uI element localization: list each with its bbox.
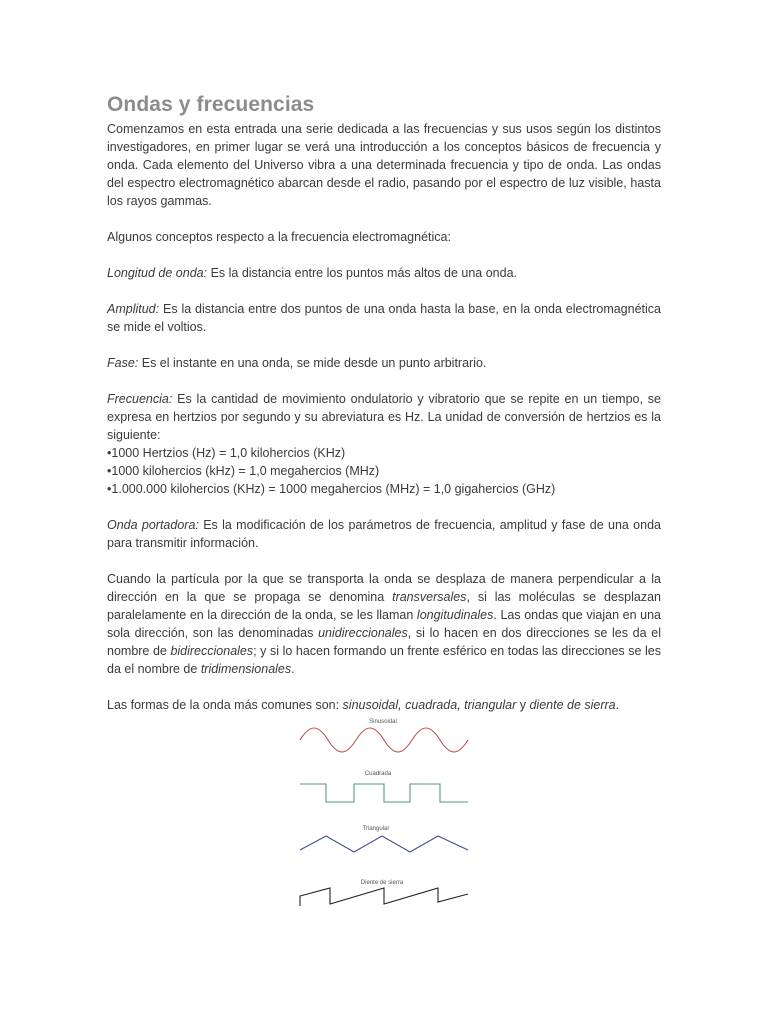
text-run: Las formas de la onda más comunes son:	[107, 698, 343, 712]
label-sinusoidal: Sinusoidal	[369, 719, 397, 725]
particula-paragraph	[107, 570, 661, 678]
waveform-figure	[296, 710, 476, 915]
conversion-list	[107, 444, 661, 498]
label-triangular: Triangular	[362, 826, 390, 832]
term-longitudinales: longitudinales	[416, 608, 494, 622]
term-transversales: transversales	[392, 590, 467, 604]
text-run: Cuando la partícula por la que se transporta la onda se desplaza de manera perpendicular a la dirección en la que se propaga se denomina	[107, 572, 661, 604]
list-item: • 1000 kilohercios (kHz) = 1,0 megahercios (MHz)	[107, 462, 661, 480]
label-cuadrada: Cuadrada	[364, 771, 392, 777]
sine-wave	[300, 728, 468, 752]
term-unidireccionales: unidireccionales	[318, 626, 408, 640]
term-bidireccionales: bidireccionales	[170, 644, 254, 658]
label-diente-de-sierra: Diente de sierra	[360, 880, 404, 886]
term-tridimensionales: tridimensionales	[200, 662, 292, 676]
longitud-term: Longitud de onda:	[107, 266, 208, 280]
triangle-wave	[300, 836, 468, 852]
text-run: , si las moléculas se desplazan paralelamente en la dirección de la onda, se les llaman	[107, 590, 661, 622]
page-title: Ondas y frecuencias	[107, 93, 315, 116]
term-formas: sinusoidal, cuadrada, triangular	[342, 698, 517, 712]
portadora-paragraph	[107, 516, 661, 552]
amplitud-paragraph	[107, 300, 661, 336]
sawtooth-wave	[300, 888, 468, 906]
fase-paragraph	[107, 354, 661, 372]
list-item: • 1000 Hertzios (Hz) = 1,0 kilohercios (KHz)	[107, 444, 661, 462]
square-wave	[300, 784, 468, 802]
waveform-svg	[296, 710, 476, 915]
amplitud-term: Amplitud:	[107, 302, 160, 316]
frecuencia-term: Frecuencia:	[107, 392, 173, 406]
intro-paragraph: Comenzamos en esta entrada una serie dedicada a las frecuencias y sus usos según los distintos investigadores, en primer lugar se verá una introducción a los conceptos básicos de frecuencia y onda. Cada elemento del Universo vibra a una determinada frecuencia y tipo de onda. Las ondas del espectro electromagnético abarcan desde el radio, pasando por el espectro de luz visible, hasta los rayos gammas.	[107, 122, 661, 208]
text-run: y	[516, 698, 530, 712]
text-run: ; y si lo hacen formando un frente esférico en todas las direcciones se les da el nombre de	[107, 644, 661, 676]
fase-text: Es el instante en una onda, se mide desde un punto arbitrario.	[138, 356, 487, 370]
frecuencia-paragraph	[107, 390, 661, 444]
list-item: • 1.000.000 kilohercios (KHz) = 1000 megahercios (MHz) = 1,0 gigahercios (GHz)	[107, 480, 661, 498]
term-diente-de-sierra: diente de sierra	[529, 698, 616, 712]
fase-term: Fase:	[107, 356, 139, 370]
portadora-term: Onda portadora:	[107, 518, 199, 532]
text-run: . Las ondas que viajan en una sola dirección, son las denominadas	[107, 608, 662, 640]
text-run: , si lo hacen en dos direcciones se les da el nombre de	[107, 626, 661, 658]
longitud-paragraph	[107, 264, 661, 282]
frecuencia-text: Es la cantidad de movimiento ondulatorio y vibratorio que se repite en un tiempo, se expresa en hertzios por segundo y su abreviatura es Hz. La unidad de conversión de hertzios es la siguiente:	[107, 392, 661, 442]
amplitud-text: Es la distancia entre dos puntos de una onda hasta la base, en la onda electromagnética se mide el voltios.	[107, 302, 661, 334]
text-run: .	[291, 662, 295, 676]
concepts-intro: Algunos conceptos respecto a la frecuencia electromagnética:	[107, 230, 451, 244]
article	[107, 92, 661, 714]
portadora-text: Es la modificación de los parámetros de frecuencia, amplitud y fase de una onda para transmitir información.	[107, 518, 661, 550]
longitud-text: Es la distancia entre los puntos más altos de una onda.	[207, 266, 518, 280]
text-run: .	[615, 698, 620, 712]
